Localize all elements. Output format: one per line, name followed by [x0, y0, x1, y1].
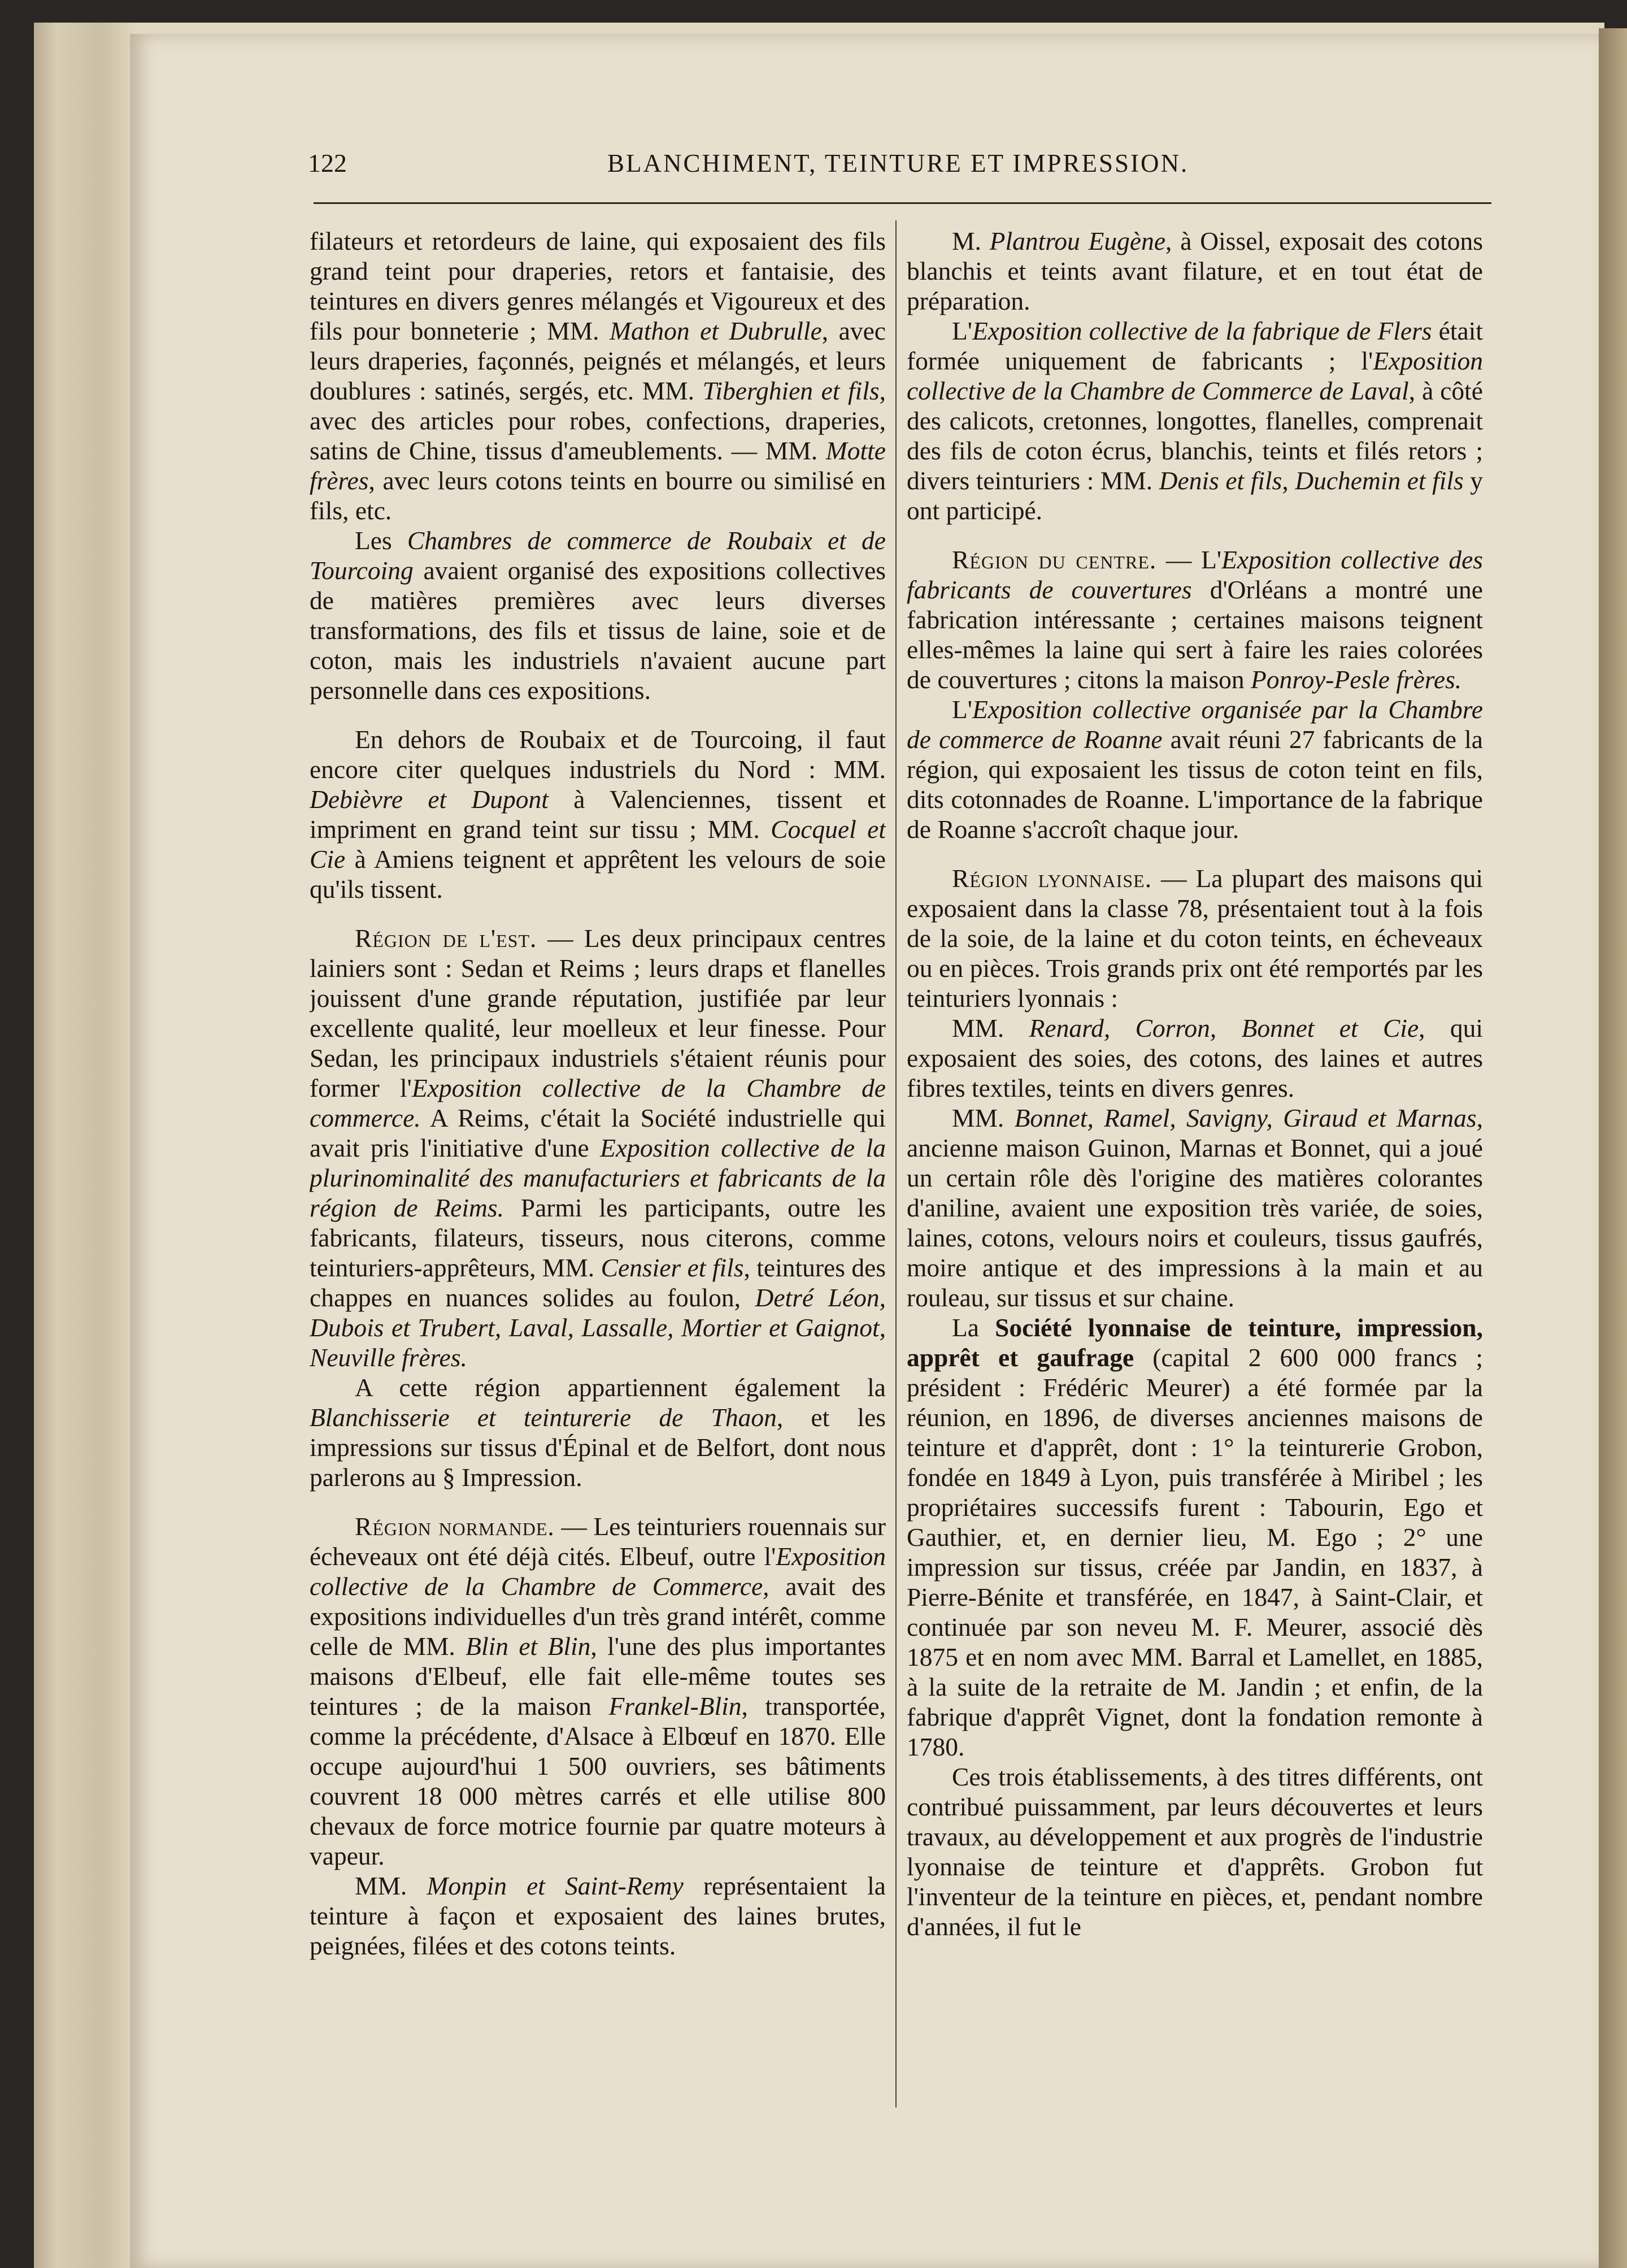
section-heading: Région du centre. — [952, 545, 1157, 574]
section-heading: Région lyonnaise. — [952, 864, 1152, 893]
section-heading: Région normande. — [355, 1512, 555, 1541]
paragraph: L'Exposition collective organisée par la Chambre de commerce de Roanne avait réuni 27 fabricants de la région, qui exposaient les tissus de coton teint en fils, dits cotonnades de Roanne. L'importance de la fabrique de Roanne s'accroît chaque jour. — [907, 695, 1483, 844]
page-number: 122 — [308, 149, 347, 177]
company-name: Société lyonnaise de teinture, impression, apprêt et gaufrage — [907, 1313, 1483, 1372]
paragraph: filateurs et retordeurs de laine, qui exposaient des fils grand teint pour draperies, retors et fantaisie, des teintures en divers genres mélangés et Vigoureux et des fils pour bonneterie ; MM. Mathon et Dubrulle, avec leurs draperies, façonnés, peignés et mélangés, et leurs doublures : satinés, sergés, etc. MM. Tiberghien et fils, avec des articles pour robes, confections, draperies, satins de Chine, tissus d'ameublements. — MM. Motte frères, avec leurs cotons teints en bourre ou similisé en fils, etc. — [310, 227, 886, 525]
paragraph-region-centre: Région du centre. — L'Exposition collective des fabricants de couvertures d'Orléans a montré une fabrication intéressante ; certaines maisons teignent elles-mêmes la laine qui sert à faire les raies colorées de couvertures ; citons la maison Ponroy-Pesle frères. — [907, 545, 1483, 694]
left-column — [310, 226, 886, 2108]
paragraph: MM. Renard, Corron, Bonnet et Cie, qui exposaient des soies, des cotons, des laines et autres fibres textiles, teints en divers genres. — [907, 1014, 1483, 1102]
paragraph: En dehors de Roubaix et de Tourcoing, il faut encore citer quelques industriels du Nord : MM. Debièvre et Dupont à Valenciennes, tissent et impriment en grand teint sur tissu ; MM. Cocquel et Cie à Amiens teignent et apprêtent les velours de soie qu'ils tissent. — [310, 725, 886, 903]
book-binding-edge — [1599, 28, 1627, 2268]
section-heading: Région de l'est. — [355, 924, 537, 953]
paragraph: MM. Monpin et Saint-Remy représentaient la teinture à façon et exposaient des laines brutes, peignées, filées et des cotons teints. — [310, 1871, 886, 1960]
paragraph: La Société lyonnaise de teinture, impression, apprêt et gaufrage (capital 2 600 000 francs ; président : Frédéric Meurer) a été formée par la réunion, en 1896, de diverses anciennes maisons de teinture et d'apprêt, dont : 1° la teinturerie Grobon, fondée en 1849 à Lyon, puis transférée à Miribel ; les propriétaires successifs furent : Tabourin, Ego et Gauthier, et, en dernier lieu, M. Ego ; 2° une impression sur tissus, créée par Jandin, en 1837, à Pierre-Bénite et transférée, en 1847, à Saint-Clair, et continuée par son neveu M. F. Meurer, associé dès 1875 et en nom avec MM. Barral et Lamellet, en 1885, à la suite de la retraite de M. Jandin ; et enfin, de la fabrique d'apprêt Vignet, dont la fondation remonte à 1780. — [907, 1313, 1483, 1761]
page-header — [308, 148, 1212, 188]
paragraph: A cette région appartiennent également la Blanchisserie et teinturerie de Thaon, et les impressions sur tissus d'Épinal et de Belfort, dont nous parlerons au § Impression. — [310, 1373, 886, 1492]
column-divider — [895, 220, 897, 2108]
paragraph-region-normande: Région normande. — Les teinturiers rouennais sur écheveaux ont été déjà cités. Elbeuf, outre l'Exposition collective de la Chambre de Commerce, avait des expositions individuelles d'un très grand intérêt, comme celle de MM. Blin et Blin, l'une des plus importantes maisons d'Elbeuf, elle fait elle-même toutes ses teintures ; de la maison Frankel-Blin, transportée, comme la précédente, d'Alsace à Elbœuf en 1870. Elle occupe aujourd'hui 1 500 ouvriers, ses bâtiments couvrent 18 000 mètres carrés et elle utilise 800 chevaux de force motrice fournie par quatre moteurs à vapeur. — [310, 1512, 886, 1870]
paragraph: Les Chambres de commerce de Roubaix et de Tourcoing avaient organisé des expositions collectives de matières premières avec leurs diverses transformations, des fils et tissus de laine, soie et de coton, mais les industriels n'avaient aucune part personnelle dans ces expositions. — [310, 526, 886, 705]
running-title: BLANCHIMENT, TEINTURE ET IMPRESSION. — [607, 149, 1189, 177]
paragraph: Ces trois établissements, à des titres différents, ont contribué puissamment, par leurs découvertes et leurs travaux, au développement et aux progrès de l'industrie lyonnaise de teinture et d'apprêts. Grobon fut l'inventeur de la teinture en pièces, et, pendant nombre d'années, il fut le — [907, 1762, 1483, 1941]
paragraph-region-est: Région de l'est. — Les deux principaux centres lainiers sont : Sedan et Reims ; leurs draps et flanelles jouissent d'une grande réputation, justifiée par leur excellente qualité, leur moelleux et leur finesse. Pour Sedan, les principaux industriels s'étaient réunis pour former l'Exposition collective de la Chambre de commerce. A Reims, c'était la Société industrielle qui avait pris l'initiative d'une Exposition collective de la plurinominalité des manufacturiers et fabricants de la région de Reims. Parmi les participants, outre les fabricants, filateurs, tisseurs, nous citerons, comme teinturiers-apprêteurs, MM. Censier et fils, teintures des chappes en nuances solides au foulon, Detré Léon, Dubois et Trubert, Laval, Lassalle, Mortier et Gaignot, Neuville frères. — [310, 924, 886, 1372]
paragraph: M. Plantrou Eugène, à Oissel, exposait des cotons blanchis et teints avant filature, et en tout état de préparation. — [907, 227, 1483, 315]
right-column — [907, 226, 1483, 2108]
paragraph-region-lyonnaise: Région lyonnaise. — La plupart des maisons qui exposaient dans la classe 78, présentaient tout à la fois de la soie, de la laine et du coton teints, en écheveaux ou en pièces. Trois grands prix ont été remportés par les teinturiers lyonnais : — [907, 864, 1483, 1013]
header-rule — [314, 202, 1491, 204]
paragraph: MM. Bonnet, Ramel, Savigny, Giraud et Marnas, ancienne maison Guinon, Marnas et Bonnet, qui a joué un certain rôle dès l'origine des matières colorantes d'aniline, avaient une exposition très variée, de soies, laines, cotons, velours noirs et couleurs, tissus gaufrés, moire antique et des impressions à la main et au rouleau, sur tissus et sur chaine. — [907, 1103, 1483, 1312]
paragraph: L'Exposition collective de la fabrique de Flers était formée uniquement de fabricants ; l'Exposition collective de la Chambre de Commerce de Laval, à côté des calicots, cretonnes, longottes, flanelles, comprenait des fils de coton écrus, blanchis, teints et filés retors ; divers teinturiers : MM. Denis et fils, Duchemin et fils y ont participé. — [907, 316, 1483, 525]
